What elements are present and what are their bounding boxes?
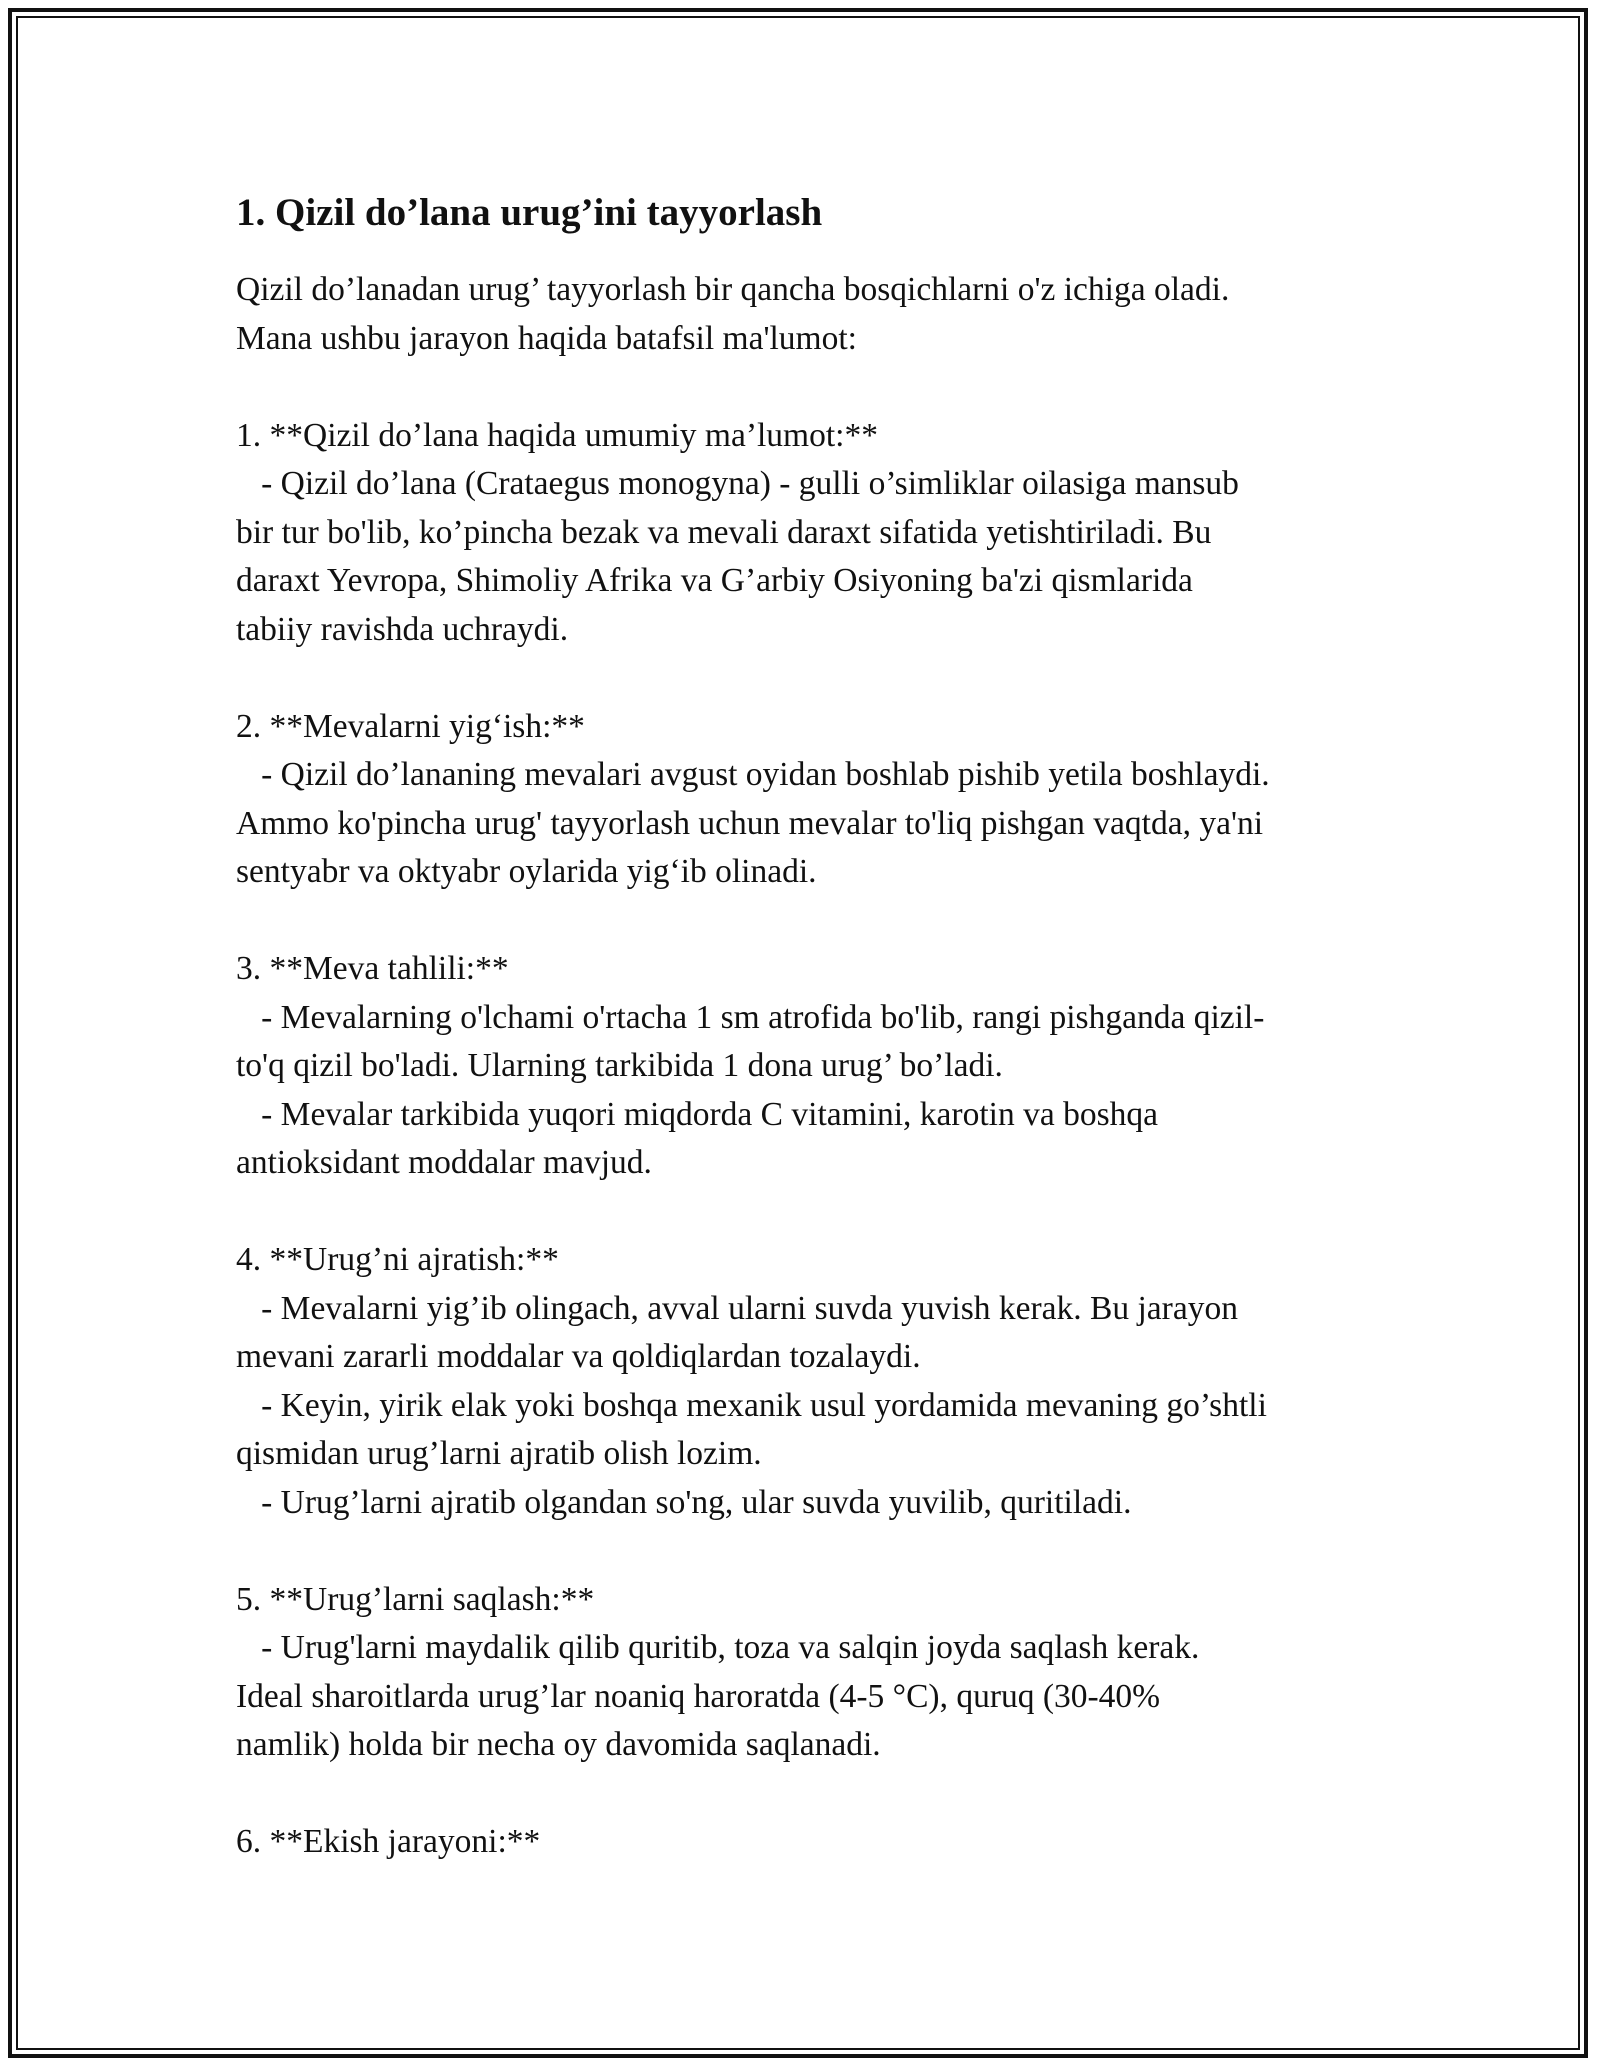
text-line: 1. **Qizil do’lana haqida umumiy ma’lumot:** [236, 416, 878, 454]
text-line: 5. **Urug’larni saqlash:** [236, 1580, 595, 1618]
text-line: qismidan urug’larni ajratib olish lozim. [236, 1435, 762, 1472]
text-line [236, 363, 1376, 412]
text-line: - Mevalarning o'lchami o'rtacha 1 sm atrofida bo'lib, rangi pishganda qizil- [236, 998, 1265, 1036]
text-line: Ammo ko'pincha urug' tayyorlash uchun mevalar to'liq pishgan vaqtda, ya'ni [236, 804, 1264, 842]
text-line: 2. **Mevalarni yig‘ish:** [236, 707, 585, 745]
text-line: to'q qizil bo'ladi. Ularning tarkibida 1 dona urug’ bo’ladi. [236, 1047, 1003, 1084]
document-body [236, 185, 1376, 1867]
text-line: Mana ushbu jarayon haqida batafsil ma'lumot: [236, 319, 857, 357]
text-line: - Mevalar tarkibida yuqori miqdorda C vitamini, karotin va boshqa [236, 1095, 1158, 1133]
text-line: - Mevalarni yig’ib olingach, avval ularni suvda yuvish kerak. Bu jarayon [236, 1289, 1238, 1327]
text-line: antioksidant moddalar mavjud. [236, 1144, 652, 1181]
text-line: daraxt Yevropa, Shimoliy Afrika va G’arbiy Osiyoning ba'zi qismlarida [236, 562, 1193, 599]
text-line: sentyabr va oktyabr oylarida yig‘ib olinadi. [236, 853, 817, 890]
text-line: - Keyin, yirik elak yoki boshqa mexanik usul yordamida mevaning go’shtli [236, 1386, 1267, 1424]
text-line: mevani zararli moddalar va qoldiqlardan tozalaydi. [236, 1338, 921, 1375]
text-line: - Qizil do’lana (Crataegus monogyna) - gulli o’simliklar oilasiga mansub [236, 465, 1239, 502]
text-lines [236, 266, 1376, 1867]
text-line: namlik) holda bir necha oy davomida saqlanadi. [236, 1726, 881, 1763]
document-title: 1. Qizil do’lana urug’ini tayyorlash [236, 191, 823, 234]
text-line [236, 1188, 1376, 1237]
text-line [236, 654, 1376, 703]
text-line: 6. **Ekish jarayoni:** [236, 1823, 541, 1860]
text-line: Qizil do’lanadan urug’ tayyorlash bir qancha bosqichlarni o'z ichiga oladi. [236, 271, 1230, 308]
text-line [236, 1527, 1376, 1576]
text-line: Ideal sharoitlarda urug’lar noaniq haroratda (4-5 °C), quruq (30-40% [236, 1677, 1161, 1715]
text-line: tabiiy ravishda uchraydi. [236, 610, 569, 648]
text-line: 4. **Urug’ni ajratish:** [236, 1241, 559, 1278]
text-line: 3. **Meva tahlili:** [236, 950, 509, 987]
text-line: - Urug’larni ajratib olgandan so'ng, ular suvda yuvilib, quritiladi. [236, 1483, 1132, 1521]
title-spacer [236, 241, 1376, 266]
text-line: bir tur bo'lib, ko’pincha bezak va mevali daraxt sifatida yetishtiriladi. Bu [236, 513, 1212, 551]
text-line: - Urug'larni maydalik qilib quritib, toza va salqin joyda saqlash kerak. [236, 1629, 1200, 1666]
text-line [236, 1770, 1376, 1819]
text-line: - Qizil do’lananing mevalari avgust oyidan boshlab pishib yetila boshlaydi. [236, 756, 1270, 793]
text-line [236, 897, 1376, 946]
